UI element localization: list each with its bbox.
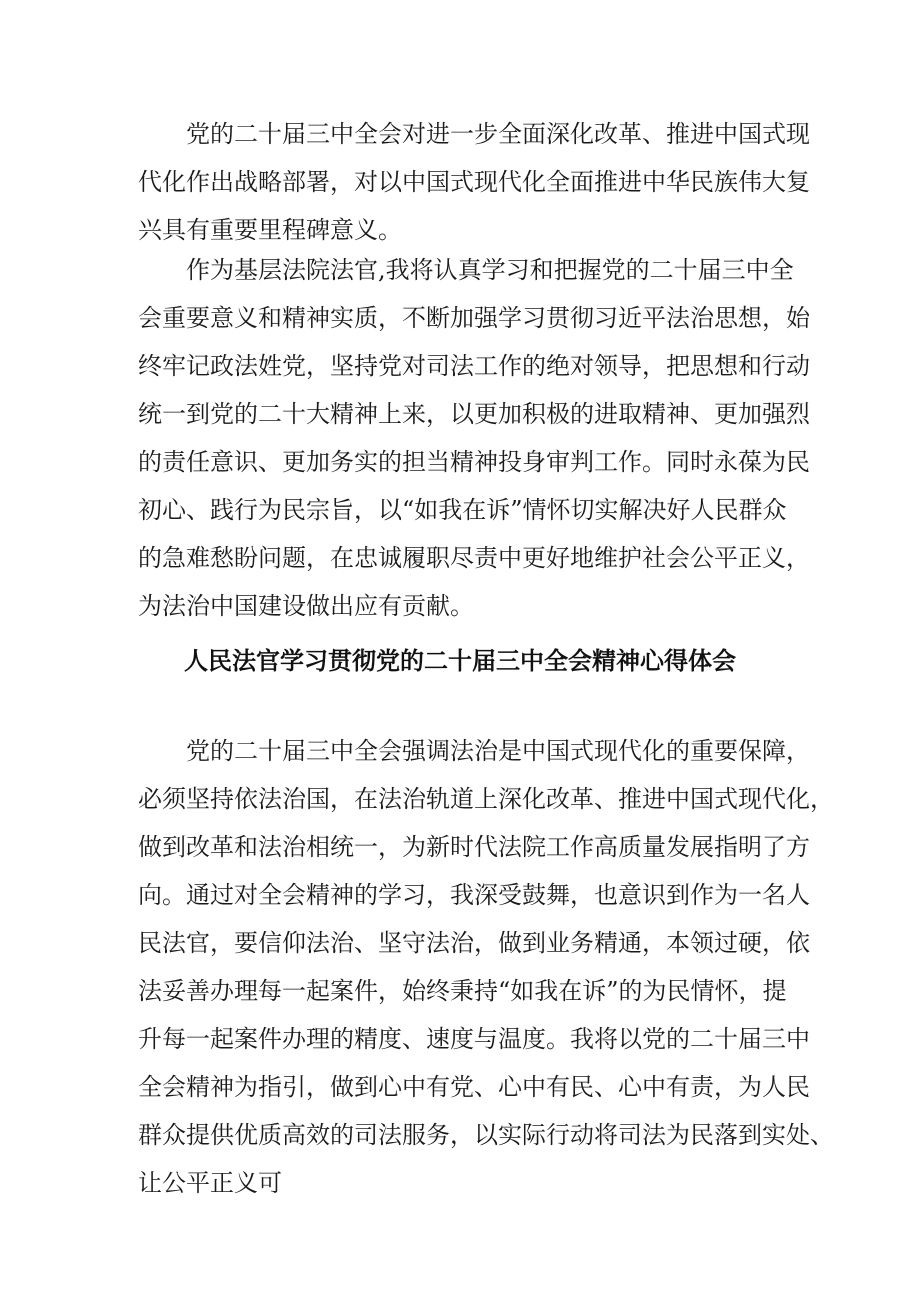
paragraph-line: 党的二十届三中全会对进一步全面深化改革、推进中国式现 — [186, 120, 810, 148]
paragraph-line: 终牢记政法姓党，坚持党对司法工作的绝对领导，把思想和行动 — [138, 352, 810, 380]
paragraph-rule-of-law — [138, 727, 834, 1207]
paragraph-line: 做到改革和法治相统一，为新时代法院工作高质量发展指明了方 — [138, 833, 810, 861]
paragraph-line: 代化作出战略部署，对以中国式现代化全面推进中华民族伟大复 — [138, 168, 810, 196]
paragraph-line: 的急难愁盼问题，在忠诚履职尽责中更好地维护社会公平正义， — [138, 544, 810, 572]
paragraph-line: 作为基层法院法官,我将认真学习和把握党的二十届三中全 — [186, 256, 794, 284]
paragraph-line: 民法官，要信仰法治、坚守法治，做到业务精通，本领过硬，依 — [138, 929, 810, 957]
paragraph-line: 让公平正义可 — [138, 1169, 282, 1197]
paragraph-line: 法妥善办理每一起案件，始终秉持“如我在诉”的为民情怀，提 — [138, 977, 787, 1005]
paragraph-line: 兴具有重要里程碑意义。 — [138, 216, 402, 244]
paragraph-line: 升每一起案件办理的精度、速度与温度。我将以党的二十届三中 — [138, 1025, 810, 1053]
paragraph-judge-commitment — [138, 246, 810, 630]
paragraph-line: 党的二十届三中全会强调法治是中国式现代化的重要保障， — [186, 737, 810, 765]
paragraph-line: 向。通过对全会精神的学习，我深受鼓舞，也意识到作为一名人 — [138, 881, 810, 909]
paragraph-line: 的责任意识、更加务实的担当精神投身审判工作。同时永葆为民 — [138, 448, 810, 476]
section-heading: 人民法官学习贯彻党的二十届三中全会精神心得体会 — [184, 646, 736, 675]
paragraph-line: 群众提供优质高效的司法服务，以实际行动将司法为民落到实处、 — [138, 1121, 834, 1149]
paragraph-plenum-significance — [138, 110, 810, 254]
paragraph-line: 全会精神为指引，做到心中有党、心中有民、心中有责，为人民 — [138, 1073, 810, 1101]
paragraph-line: 必须坚持依法治国，在法治轨道上深化改革、推进中国式现代化， — [138, 785, 834, 813]
paragraph-line: 为法治中国建设做出应有贡献。 — [138, 592, 474, 620]
paragraph-line: 会重要意义和精神实质，不断加强学习贯彻习近平法治思想，始 — [138, 304, 810, 332]
paragraph-line: 初心、践行为民宗旨，以“如我在诉”情怀切实解决好人民群众 — [138, 496, 787, 524]
paragraph-line: 统一到党的二十大精神上来，以更加积极的进取精神、更加强烈 — [138, 400, 810, 428]
